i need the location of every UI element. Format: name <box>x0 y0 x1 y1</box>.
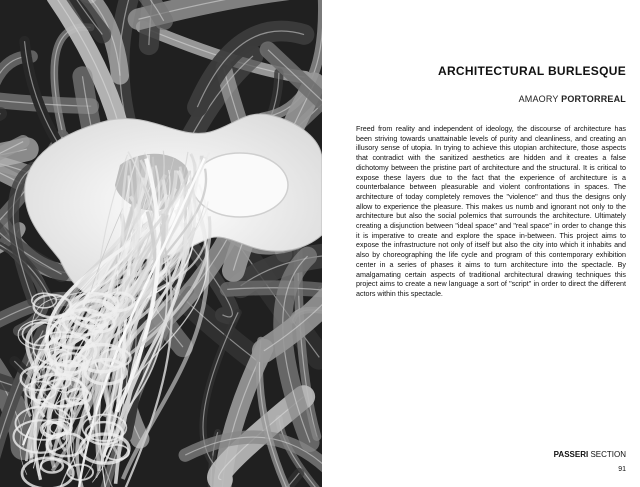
article-title: ARCHITECTURAL BURLESQUE <box>437 64 626 78</box>
text-page <box>322 0 640 487</box>
page-number: 91 <box>618 466 626 473</box>
author-last-name: PORTORREAL <box>561 94 626 104</box>
section-name-bold: PASSERI <box>553 450 589 459</box>
author-line <box>519 94 626 104</box>
article-body: Freed from reality and independent of ideology, the discourse of architecture has been striving towards unattainable levels of purity and cleanliness, and creating an illusory sense of utopia. In trying to achieve this utopian architecture, those aspects that contradict with the sanitized aesthetics are hidden and it creates a false dichotomy between the pristine part of architecture and the structural. It is critical to expose these layers due to the fact that the experience of architecture is a counterbalance between pleasurable and violent confrontations in spaces. The architecture of today completely removes the "violence" and thus the designs only allow to experience the pleasure. This makes us numb and ignorant not only to the architecture but also the social polemics that surrounds the architecture. Ultimately creating a disjunction between "ideal space" and "real space" in order to change this it is imperative to create and explore the space in-between. This project aims to expose the infrastructure not only of itself but also the city into which it inhabits and also by choreographing the life cycle and program of this contemporary exhibition center in a series of phases it aims to turn architecture into the spectacle. By amalgamating certain aspects of traditional architectural drawing techniques this project aims to create a new language a sort of "script" in order to direct the different actors within this spectacle. <box>356 125 626 298</box>
author-first-name: AMAORY <box>518 94 559 104</box>
section-name-rest: SECTION <box>590 450 626 459</box>
section-label <box>554 450 626 459</box>
